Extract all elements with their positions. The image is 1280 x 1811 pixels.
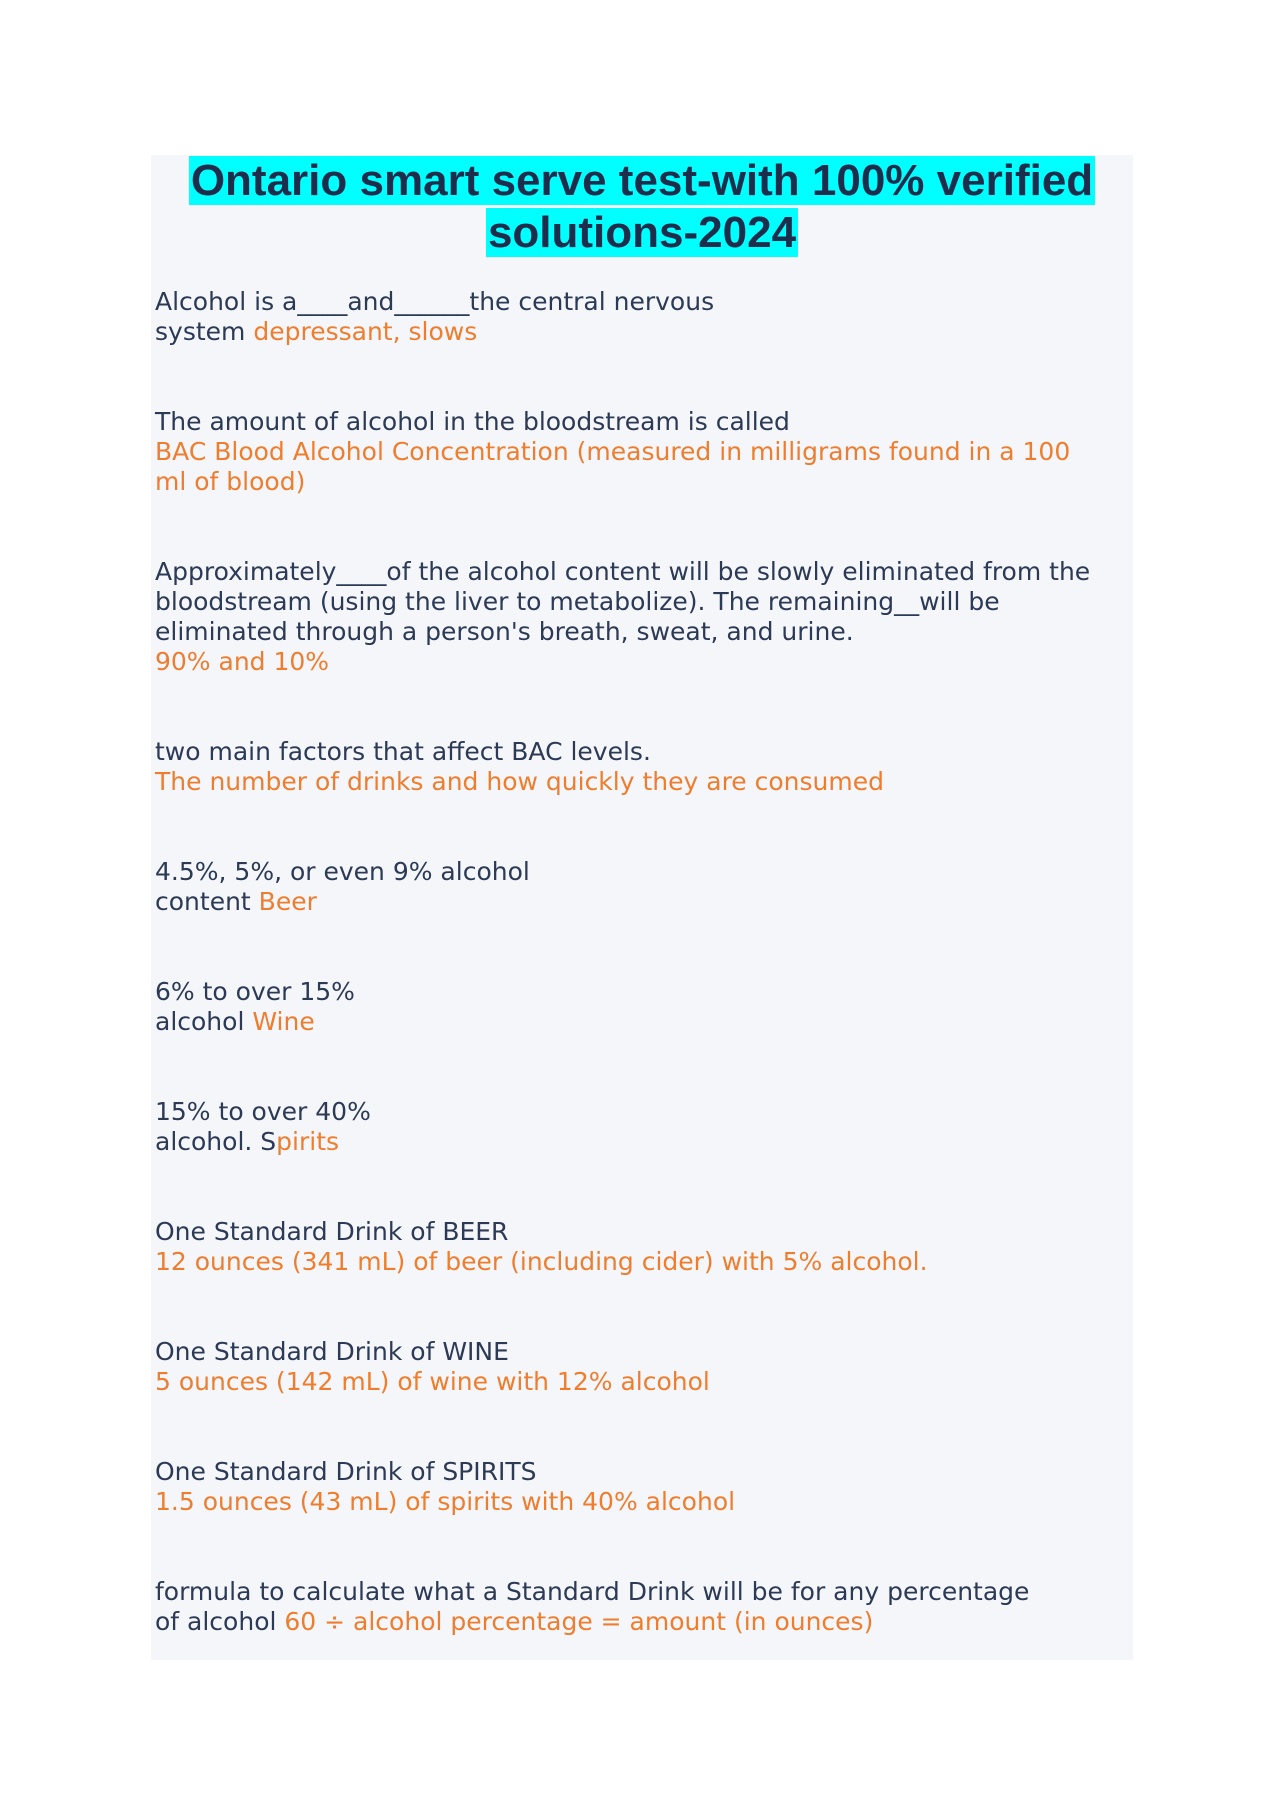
- answer-text: The number of drinks and how quickly they are consumed: [155, 767, 884, 796]
- qa-item: [155, 407, 1095, 497]
- answer-text: BAC Blood Alcohol Concentration (measured in milligrams found in a 100 ml of blood): [155, 437, 1071, 496]
- question-text: alcohol. S: [155, 1127, 277, 1156]
- answer-text: pirits: [276, 1127, 340, 1156]
- answer-text: 90% and 10%: [155, 647, 330, 676]
- question-text: two main factors that affect BAC levels.: [155, 737, 651, 766]
- question-text: 15% to over 40%: [155, 1097, 371, 1126]
- qa-item: [155, 1217, 1095, 1277]
- answer-text: Wine: [252, 1007, 315, 1036]
- title-line-2: solutions-2024: [487, 208, 797, 257]
- answer-text: 5 ounces (142 mL) of wine with 12% alcohol: [155, 1367, 710, 1396]
- question-text: Alcohol is a____and______the central nervous: [155, 287, 715, 316]
- document-title: [151, 155, 1133, 259]
- question-text: The amount of alcohol in the bloodstream is called: [155, 407, 790, 436]
- qa-item: [155, 737, 1095, 797]
- question-text: One Standard Drink of BEER: [155, 1217, 509, 1246]
- qa-item: [155, 287, 1095, 347]
- qa-list: [155, 287, 1095, 1697]
- question-text: 6% to over 15%: [155, 977, 355, 1006]
- question-text: 4.5%, 5%, or even 9% alcohol: [155, 857, 530, 886]
- question-text: alcohol: [155, 1007, 245, 1036]
- question-text: content: [155, 887, 251, 916]
- answer-text: depressant, slows: [253, 317, 478, 346]
- qa-item: [155, 857, 1095, 917]
- question-text: Approximately____of the alcohol content will be slowly eliminated from the bloodstream (using the liver to metabolize). The remaining__will be eliminated through a person's breath, sweat, and urine.: [155, 557, 1091, 646]
- qa-item: [155, 977, 1095, 1037]
- qa-item: [155, 1577, 1095, 1637]
- answer-text: 60 ÷ alcohol percentage = amount (in ounces): [284, 1607, 874, 1636]
- qa-item: [155, 1337, 1095, 1397]
- answer-text: 1.5 ounces (43 mL) of spirits with 40% alcohol: [155, 1487, 736, 1516]
- question-text: system: [155, 317, 246, 346]
- qa-item: [155, 557, 1095, 677]
- answer-text: 12 ounces (341 mL) of beer (including cider) with 5% alcohol.: [155, 1247, 928, 1276]
- question-text: One Standard Drink of SPIRITS: [155, 1457, 537, 1486]
- qa-item: [155, 1457, 1095, 1517]
- qa-item: [155, 1097, 1095, 1157]
- title-line-1: Ontario smart serve test-with 100% verified: [190, 156, 1094, 205]
- question-text: of alcohol: [155, 1607, 277, 1636]
- question-text: One Standard Drink of WINE: [155, 1337, 509, 1366]
- question-text: formula to calculate what a Standard Drink will be for any percentage: [155, 1577, 1030, 1606]
- answer-text: Beer: [258, 887, 317, 916]
